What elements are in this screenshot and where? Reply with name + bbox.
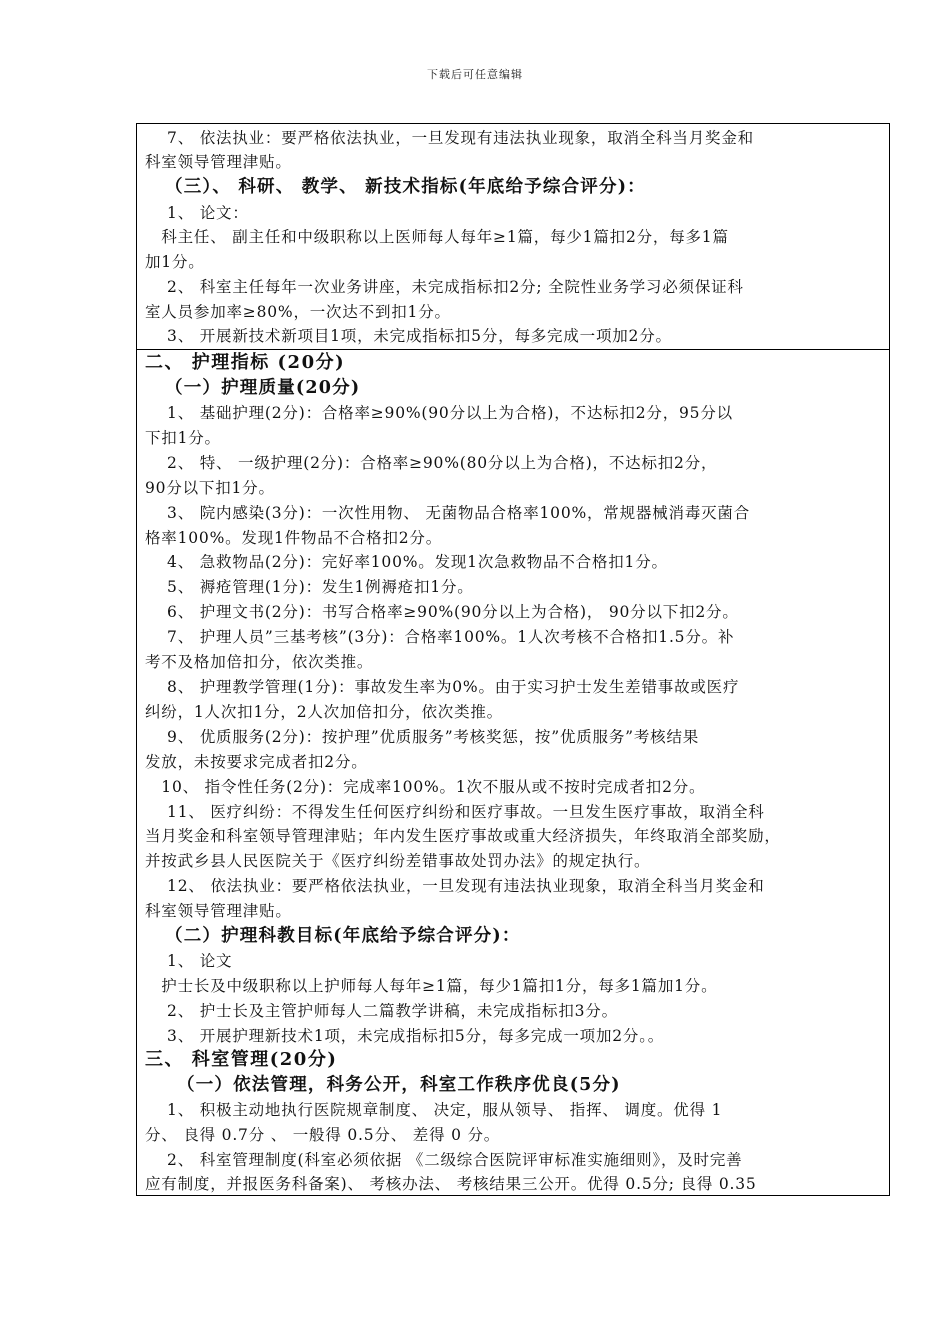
- text-line: 分、 良得 0.7分 、 一般得 0.5分、 差得 0 分。: [145, 1126, 501, 1144]
- text-line: 1、 积极主动地执行医院规章制度、 决定，服从领导、 指挥、 调度。优得 1: [145, 1101, 723, 1119]
- text-line: 加1分。: [145, 253, 205, 271]
- text-line: 1、 基础护理(2分)：合格率≥90%(90分以上为合格)，不达标扣2分，95分以: [145, 404, 733, 422]
- text-line: 7、 护理人员”三基考核”(3分)：合格率100%。1人次考核不合格扣1.5分。补: [145, 628, 735, 646]
- subsection-heading: （一）护理质量(20分): [165, 378, 361, 398]
- text-line: 应有制度，并报医务科备案)、 考核办法、 考核结果三公开。优得 0.5分; 良得 0.35: [145, 1175, 757, 1193]
- subsection-heading: （三）、 科研、 教学、 新技术指标(年底给予综合评分)：: [165, 177, 646, 197]
- text-line: 3、 开展新技术新项目1项，未完成指标扣5分，每多完成一项加2分。: [145, 327, 672, 345]
- subsection-heading: （二）护理科教目标(年底给予综合评分)：: [165, 926, 521, 946]
- text-line: 科室领导管理津贴。: [145, 153, 292, 171]
- text-line: 当月奖金和科室领导管理津贴；年内发生医疗事故或重大经济损失，年终取消全部奖励，: [145, 827, 781, 845]
- text-line: 2、 护士长及主管护师每人二篇教学讲稿，未完成指标扣3分。: [145, 1002, 618, 1020]
- text-line: 下扣1分。: [145, 429, 221, 447]
- section-heading: 二、 护理指标 (20分): [145, 352, 346, 373]
- text-line: 3、 开展护理新技术1项，未完成指标扣5分，每多完成一项加2分。。: [145, 1027, 665, 1045]
- text-line: 2、 科室管理制度(科室必须依据 《二级综合医院评审标准实施细则》，及时完善: [145, 1151, 743, 1169]
- text-line: 纠纷，1人次扣1分，2人次加倍扣分，依次类推。: [145, 703, 503, 721]
- text-line: 7、 依法执业：要严格依法执业，一旦发现有违法执业现象，取消全科当月奖金和: [145, 129, 754, 147]
- page-header: 下载后可任意编辑: [427, 68, 523, 81]
- section-heading: 三、 科室管理(20分): [145, 1049, 338, 1070]
- text-line: 1、 论文: [145, 952, 233, 970]
- text-line: 2、 特、 一级护理(2分)：合格率≥90%(80分以上为合格)，不达标扣2分，: [145, 454, 718, 472]
- text-line: 11、 医疗纠纷：不得发生任何医疗纠纷和医疗事故。一旦发生医疗事故，取消全科: [145, 803, 765, 821]
- text-line: 3、 院内感染(3分)：一次性用物、 无菌物品合格率100%，常规器械消毒灭菌合: [145, 504, 751, 522]
- section-box-nursing: [136, 349, 890, 1196]
- text-line: 科室领导管理津贴。: [145, 902, 292, 920]
- section-box-research: [136, 123, 890, 350]
- subsection-heading: （一）依法管理，科务公开，科室工作秩序优良(5分): [177, 1075, 621, 1095]
- text-line: 90分以下扣1分。: [145, 479, 275, 497]
- text-line: 12、 依法执业：要严格依法执业，一旦发现有违法执业现象，取消全科当月奖金和: [145, 877, 765, 895]
- text-line: 10、 指令性任务(2分)：完成率100%。1次不服从或不按时完成者扣2分。: [145, 778, 706, 796]
- text-line: 5、 褥疮管理(1分)：发生1例褥疮扣1分。: [145, 578, 474, 596]
- text-line: 考不及格加倍扣分，依次类推。: [145, 653, 374, 671]
- text-line: 格率100%。发现1件物品不合格扣2分。: [145, 529, 443, 547]
- text-line: 6、 护理文书(2分)：书写合格率≥90%(90分以上为合格)， 90分以下扣2分。: [145, 603, 739, 621]
- text-line: 科主任、 副主任和中级职称以上医师每人每年≥1篇，每少1篇扣2分，每多1篇: [145, 228, 729, 246]
- text-line: 4、 急救物品(2分)：完好率100%。发现1次急救物品不合格扣1分。: [145, 553, 668, 571]
- text-line: 1、 论文：: [145, 204, 249, 222]
- text-line: 室人员参加率≥80%，一次达不到扣1分。: [145, 303, 451, 321]
- text-line: 并按武乡县人民医院关于《医疗纠纷差错事故处罚办法》的规定执行。: [145, 852, 651, 870]
- text-line: 2、 科室主任每年一次业务讲座，未完成指标扣2分; 全院性业务学习必须保证科: [145, 278, 744, 296]
- text-line: 发放，未按要求完成者扣2分。: [145, 753, 368, 771]
- text-line: 护士长及中级职称以上护师每人每年≥1篇，每少1篇扣1分，每多1篇加1分。: [145, 977, 718, 995]
- text-line: 8、 护理教学管理(1分)：事故发生率为0%。由于实习护士发生差错事故或医疗: [145, 678, 740, 696]
- text-line: 9、 优质服务(2分)：按护理”优质服务”考核奖惩，按”优质服务”考核结果: [145, 728, 700, 746]
